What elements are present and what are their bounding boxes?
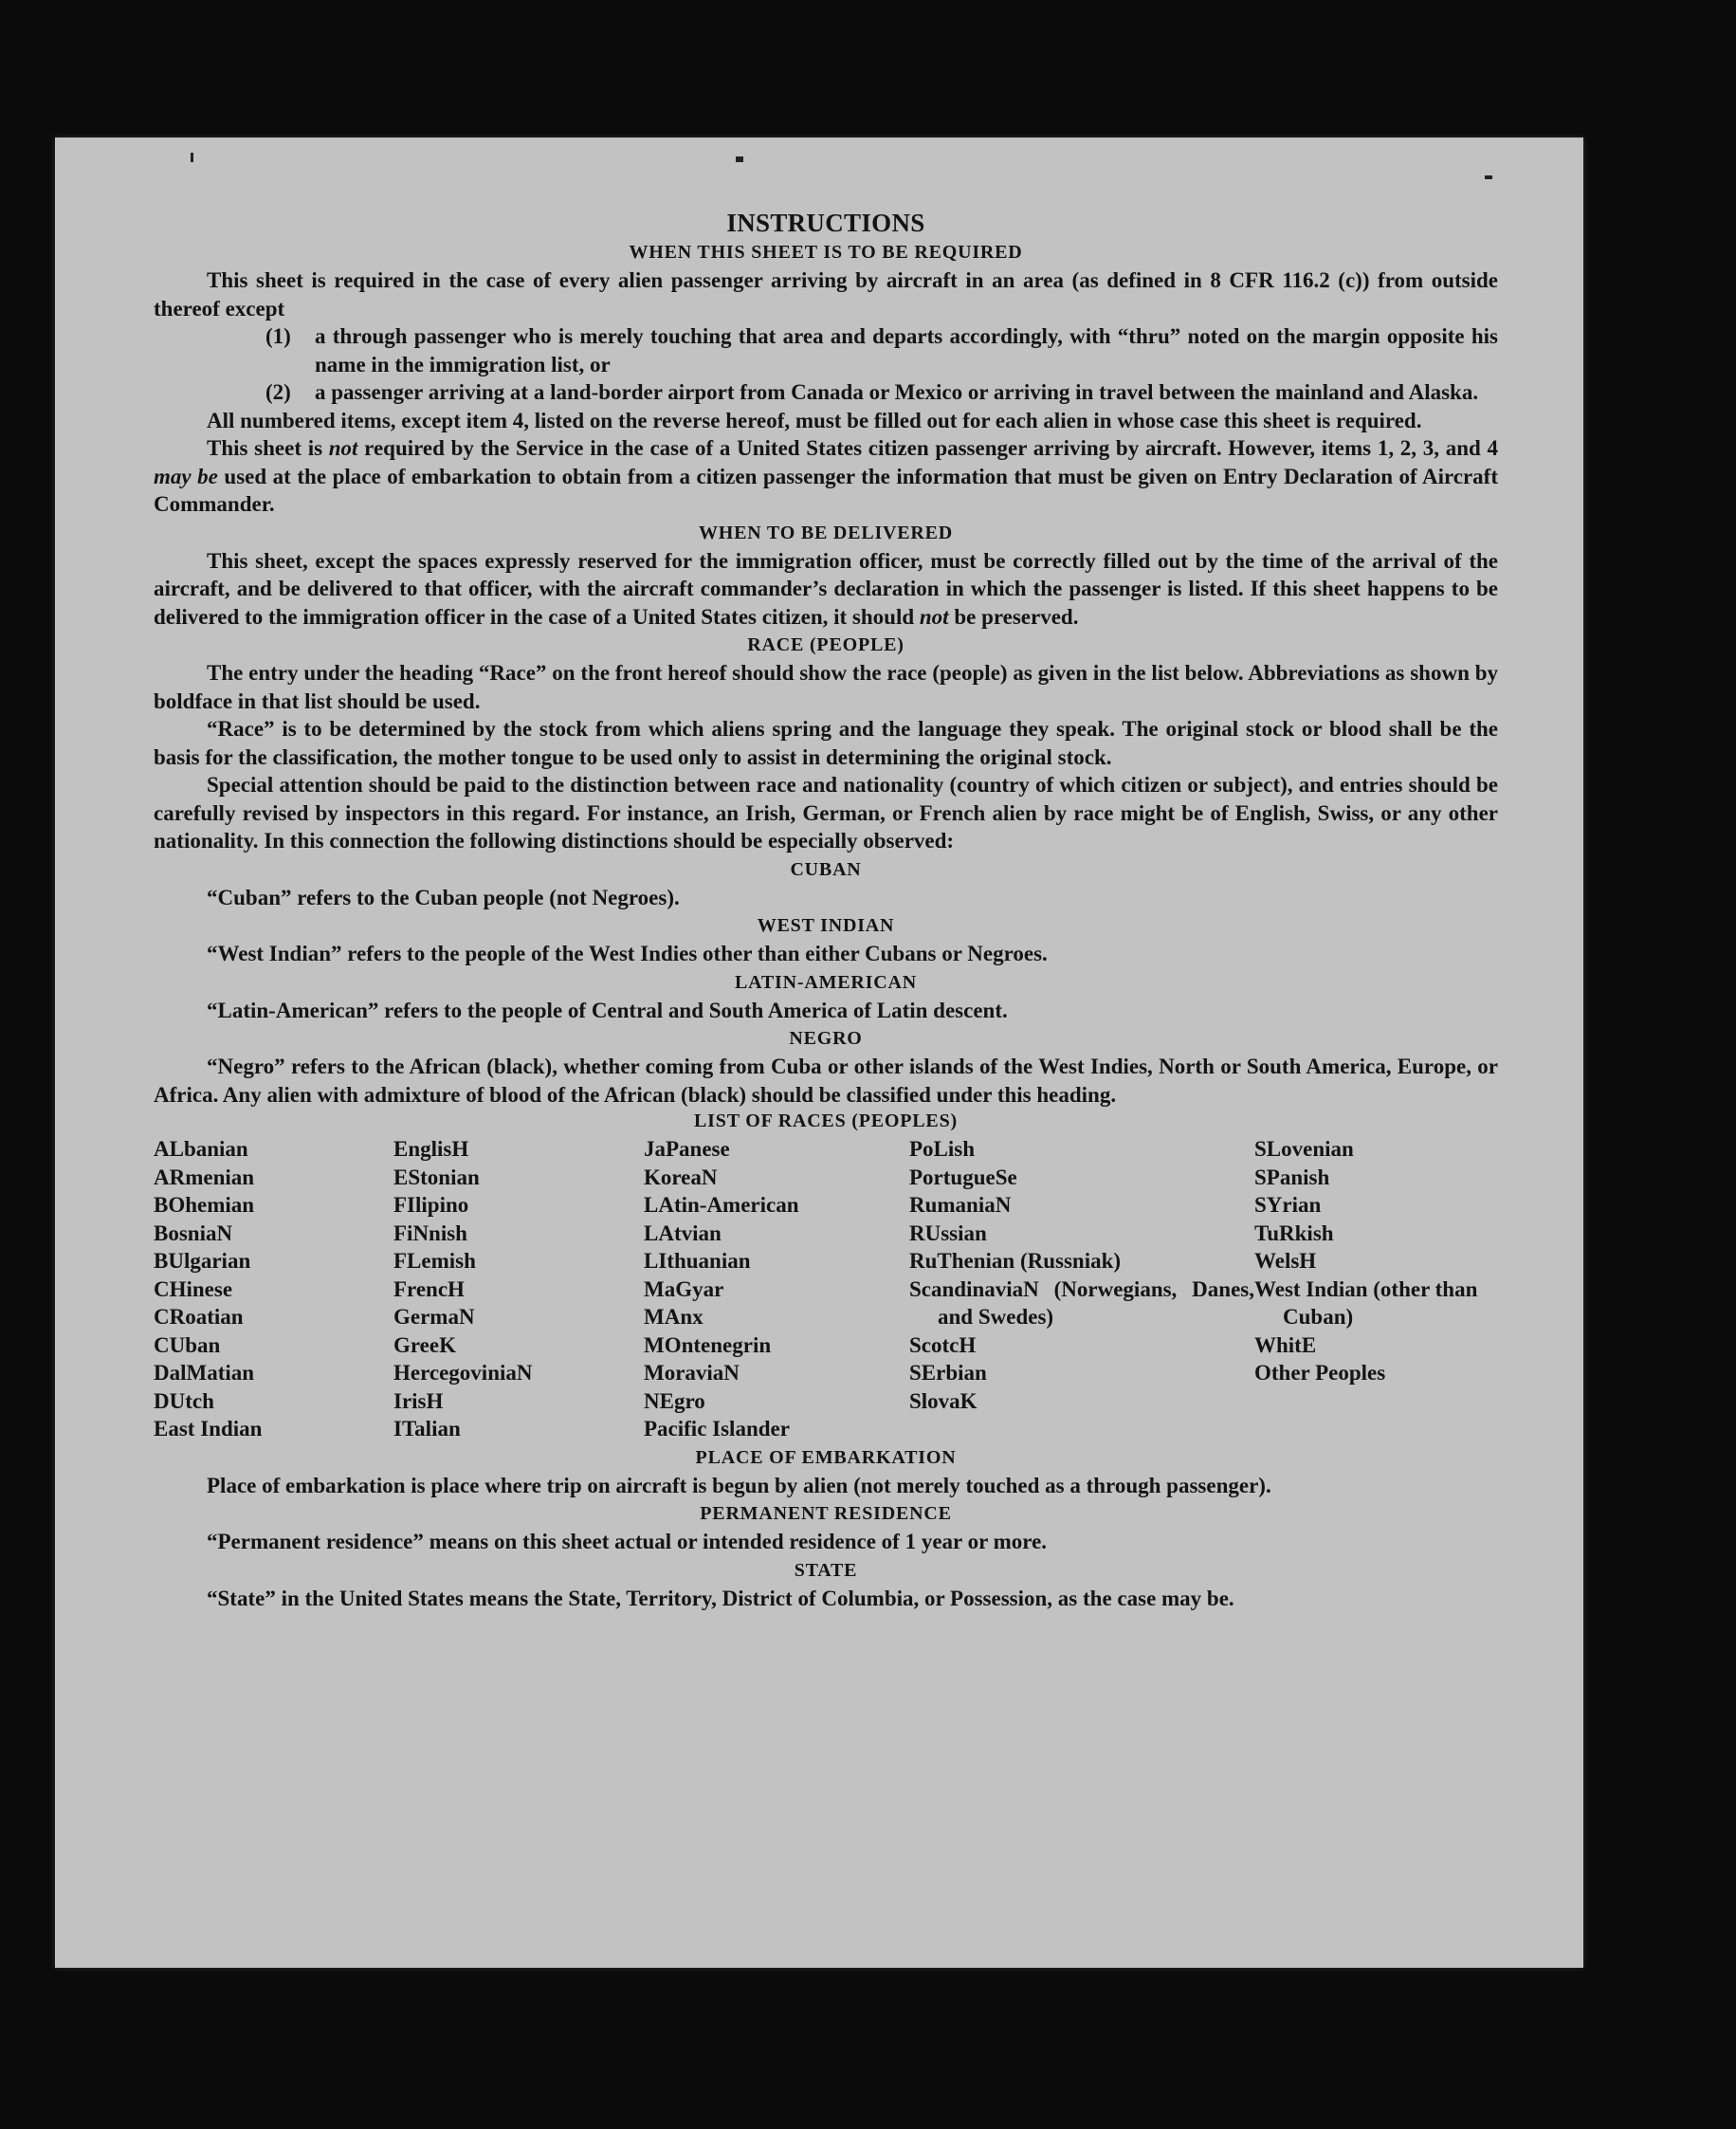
race-entry: KoreaN	[644, 1165, 718, 1189]
emphasis: not	[919, 604, 949, 629]
item-number: (2)	[265, 380, 291, 404]
race-entry: Other Peoples	[1254, 1361, 1386, 1385]
race-entry: DalMatian	[154, 1361, 255, 1385]
text-run: used at the place of embarkation to obtain from a citizen passenger the information that must be given on Entry Declaration of Aircraft Commander.	[154, 464, 1499, 516]
paragraph: “West Indian” refers to the people of the West Indies other than either Cubans or Negroes.	[207, 942, 1048, 965]
race-entry: ScotcH	[909, 1332, 977, 1357]
item-number: (1)	[265, 324, 291, 348]
race-entry: ARmenian	[154, 1165, 255, 1189]
instructions-content	[154, 206, 1498, 1612]
races-column	[154, 1135, 393, 1443]
race-entry: JaPanese	[644, 1137, 730, 1161]
race-entry: TuRkish	[1254, 1221, 1334, 1245]
race-entry: WhitE	[1254, 1332, 1317, 1357]
item-text: a passenger arriving at a land-border airport from Canada or Mexico or arriving in travel between the mainland and Alaska.	[315, 380, 1479, 404]
race-entry: GermaN	[393, 1305, 475, 1329]
scan-speck	[1485, 175, 1492, 179]
races-column	[909, 1135, 1254, 1443]
section-heading-negro: NEGRO	[789, 1028, 863, 1049]
races-column	[393, 1135, 644, 1443]
paragraph: “Latin-American” refers to the people of Central and South America of Latin descent.	[207, 998, 1008, 1022]
race-entry: SErbian	[909, 1361, 987, 1385]
section-heading-residence: PERMANENT RESIDENCE	[700, 1503, 952, 1524]
race-entry: DUtch	[154, 1388, 214, 1413]
list-item	[154, 378, 1498, 407]
race-entry: PoLish	[909, 1137, 976, 1161]
race-entry: ITalian	[393, 1417, 461, 1441]
text-run: This sheet is	[207, 436, 329, 460]
race-entry: LIthuanian	[644, 1249, 751, 1273]
item-text: a through passenger who is merely touching that area and departs accordingly, with “thru” noted on the margin opposite his name in the immigration list, or	[315, 324, 1498, 376]
scan-speck	[191, 153, 193, 162]
paragraph	[154, 434, 1498, 519]
race-entry: ScandinaviaN (Norwegians, Danes, and Swedes)	[909, 1276, 1254, 1329]
paragraph: “State” in the United States means the State, Territory, District of Columbia, or Possession, as the case may be.	[207, 1586, 1234, 1610]
race-entry: SlovaK	[909, 1388, 978, 1413]
race-entry: BOhemian	[154, 1193, 255, 1217]
race-entry: SYrian	[1254, 1193, 1322, 1217]
race-entry: FIlipino	[393, 1193, 469, 1217]
text-run: This sheet, except the spaces expressly reserved for the immigration officer, must be correctly filled out by the time of the arrival of the aircraft, and be delivered to that officer, with the aircraft commander’s declaration in which the passenger is listed. If this sheet happens to be delivered to the immigration officer in the case of a United States citizen, it should	[154, 548, 1498, 629]
scan-speck	[736, 156, 743, 162]
race-entry: RUssian	[909, 1221, 987, 1245]
race-entry: MaGyar	[644, 1276, 724, 1301]
race-entry: MoraviaN	[644, 1361, 740, 1385]
paragraph: Place of embarkation is place where trip on aircraft is begun by alien (not merely touched as a through passenger).	[207, 1473, 1271, 1497]
race-entry: HercegoviniaN	[393, 1361, 533, 1385]
race-entry: LAtvian	[644, 1221, 722, 1245]
race-entry: WelsH	[1254, 1249, 1317, 1273]
emphasis: may be	[154, 464, 218, 488]
paragraph: Special attention should be paid to the distinction between race and nationality (country of which citizen or subject), and entries should be carefully revised by inspectors in this regard. For instance, an Irish, German, or French alien by race might be of English, Swiss, or any other nationality. In this connection the following distinctions should be especially observed:	[154, 773, 1498, 853]
race-entry: West Indian (other than Cuban)	[1254, 1276, 1478, 1329]
race-entry: FLemish	[393, 1249, 476, 1273]
paragraph	[154, 547, 1498, 632]
race-entry: RuThenian (Russniak)	[909, 1249, 1122, 1273]
race-entry: EnglisH	[393, 1137, 469, 1161]
race-entry: GreeK	[393, 1332, 456, 1357]
section-heading-delivered: WHEN TO BE DELIVERED	[698, 522, 954, 543]
race-entry: ALbanian	[154, 1137, 248, 1161]
race-entry: LAtin-American	[644, 1193, 799, 1217]
race-entry: PortugueSe	[909, 1165, 1017, 1189]
paragraph: “Negro” refers to the African (black), whether coming from Cuba or other islands of the West Indies, North or South America, Europe, or Africa. Any alien with admixture of blood of the African (black) should be classified under this heading.	[154, 1055, 1498, 1107]
race-entry: BosniaN	[154, 1221, 233, 1245]
race-entry: CRoatian	[154, 1305, 244, 1329]
races-column	[1254, 1135, 1498, 1443]
text-run: be preserved.	[948, 604, 1079, 629]
section-heading-state: STATE	[794, 1559, 858, 1581]
races-table	[154, 1135, 1498, 1443]
section-heading-west-indian: WEST INDIAN	[757, 915, 895, 936]
race-entry: MOntenegrin	[644, 1332, 772, 1357]
race-entry: Pacific Islander	[644, 1417, 790, 1441]
race-entry: FiNnish	[393, 1221, 467, 1245]
text-run: required by the Service in the case of a United States citizen passenger arriving by aircraft. However, items 1, 2, 3, and 4	[357, 436, 1498, 460]
race-entry: MAnx	[644, 1305, 704, 1329]
race-entry: BUlgarian	[154, 1249, 251, 1273]
section-heading-latin-american: LATIN-AMERICAN	[735, 971, 917, 993]
section-heading-race: RACE (PEOPLE)	[747, 634, 905, 655]
section-heading-embarkation: PLACE OF EMBARKATION	[695, 1446, 957, 1468]
race-entry: FrencH	[393, 1276, 465, 1301]
race-entry: SLovenian	[1254, 1137, 1354, 1161]
race-entry: EStonian	[393, 1165, 480, 1189]
race-entry: CHinese	[154, 1276, 233, 1301]
paragraph: This sheet is required in the case of every alien passenger arriving by aircraft in an area (as defined in 8 CFR 116.2 (c)) from outside thereof except	[154, 268, 1498, 321]
race-entry: RumaniaN	[909, 1193, 1012, 1217]
race-entry: NEgro	[644, 1388, 705, 1413]
section-heading-races-list: LIST OF RACES (PEOPLES)	[694, 1110, 958, 1131]
section-heading-required: WHEN THIS SHEET IS TO BE REQUIRED	[629, 242, 1023, 263]
paragraph: “Cuban” refers to the Cuban people (not Negroes).	[207, 885, 680, 909]
race-entry: SPanish	[1254, 1165, 1330, 1189]
paragraph: “Permanent residence” means on this sheet actual or intended residence of 1 year or more.	[207, 1530, 1048, 1553]
document-sheet	[55, 138, 1583, 1968]
section-heading-cuban: CUBAN	[790, 858, 862, 880]
paragraph: All numbered items, except item 4, listed on the reverse hereof, must be filled out for each alien in whose case this sheet is required.	[207, 408, 1422, 432]
page-title: INSTRUCTIONS	[726, 209, 925, 237]
race-entry: East Indian	[154, 1417, 263, 1441]
paragraph: The entry under the heading “Race” on the front hereof should show the race (people) as given in the list below. Abbreviations as shown by boldface in that list should be used.	[154, 661, 1498, 713]
race-entry: CUban	[154, 1332, 221, 1357]
list-item	[154, 322, 1498, 378]
race-entry: IrisH	[393, 1388, 444, 1413]
paragraph: “Race” is to be determined by the stock from which aliens spring and the language they speak. The original stock or blood shall be the basis for the classification, the mother tongue to be used only to assist in determining the original stock.	[154, 717, 1498, 769]
emphasis: not	[328, 436, 358, 460]
races-column	[644, 1135, 909, 1443]
